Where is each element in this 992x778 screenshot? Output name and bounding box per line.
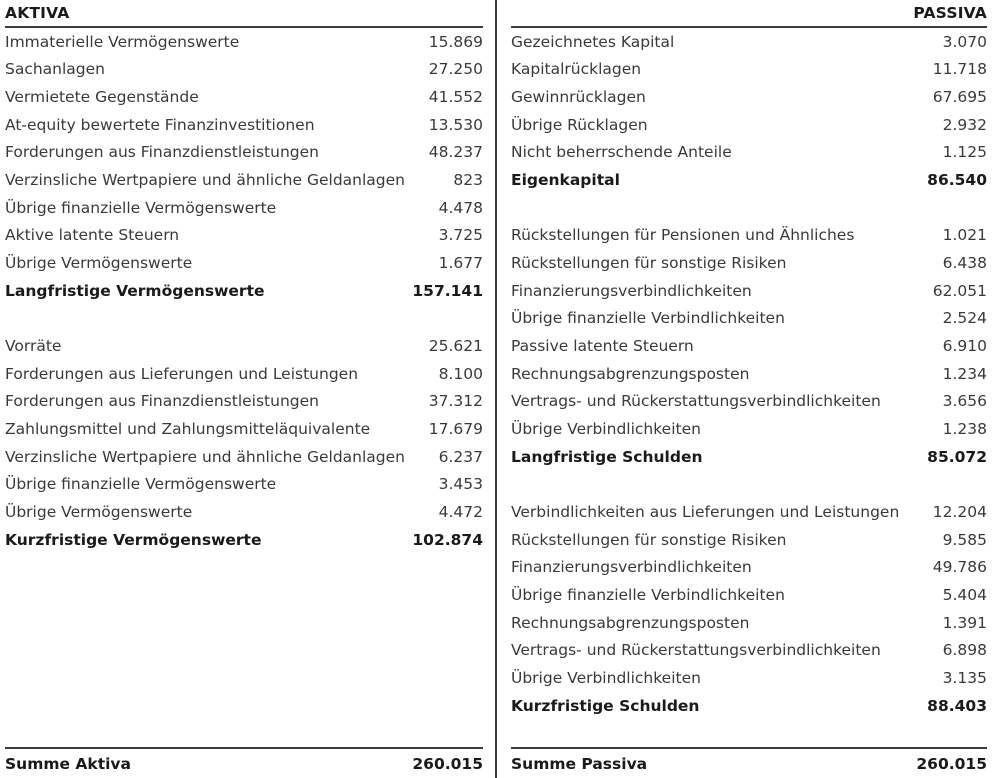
table-row xyxy=(5,166,483,194)
row-value: 17.679 xyxy=(428,420,483,439)
row-value: 1.391 xyxy=(942,613,987,632)
row-label: Rückstellungen für sonstige Risiken xyxy=(511,530,787,549)
row-label: Übrige Rücklagen xyxy=(511,115,648,134)
table-row xyxy=(511,56,987,84)
row-value: 62.051 xyxy=(932,281,987,300)
row-value: 9.585 xyxy=(942,530,987,549)
table-row xyxy=(511,526,987,554)
table-row xyxy=(511,166,987,194)
row-value: 3.070 xyxy=(942,32,987,51)
row-value: 13.530 xyxy=(428,115,483,134)
row-value: 3.725 xyxy=(438,226,483,245)
row-value: 6.438 xyxy=(942,254,987,273)
row-label: Immaterielle Vermögenswerte xyxy=(5,32,240,51)
table-row xyxy=(5,28,483,56)
aktiva-total-value: 260.015 xyxy=(412,754,483,773)
row-label: Gezeichnetes Kapital xyxy=(511,32,675,51)
table-row xyxy=(511,636,987,664)
row-label: Rechnungsabgrenzungsposten xyxy=(511,364,750,383)
spacer-row xyxy=(511,194,987,222)
row-value: 2.524 xyxy=(942,309,987,328)
row-value: 25.621 xyxy=(428,337,483,356)
row-label: Rechnungsabgrenzungsposten xyxy=(511,613,750,632)
aktiva-rows xyxy=(5,28,483,747)
row-value: 48.237 xyxy=(428,143,483,162)
table-row xyxy=(511,553,987,581)
row-value: 2.932 xyxy=(942,115,987,134)
row-value: 1.238 xyxy=(942,420,987,439)
row-label: Zahlungsmittel und Zahlungsmitteläquivalente xyxy=(5,420,371,439)
table-row xyxy=(511,498,987,526)
row-label: Aktive latente Steuern xyxy=(5,226,180,245)
row-value: 1.234 xyxy=(942,364,987,383)
table-row xyxy=(511,360,987,388)
table-row xyxy=(5,249,483,277)
row-label: Langfristige Schulden xyxy=(511,447,703,466)
row-value: 37.312 xyxy=(428,392,483,411)
row-label: Rückstellungen für sonstige Risiken xyxy=(511,254,787,273)
row-value: 11.718 xyxy=(932,60,987,79)
row-label: Forderungen aus Finanzdienstleistungen xyxy=(5,392,319,411)
row-label: Übrige finanzielle Verbindlichkeiten xyxy=(511,309,785,328)
row-label: Verzinsliche Wertpapiere und ähnliche Geldanlagen xyxy=(5,171,405,190)
row-value: 1.677 xyxy=(438,254,483,273)
row-value: 6.237 xyxy=(438,447,483,466)
aktiva-total-label: Summe Aktiva xyxy=(5,754,131,773)
row-label: Forderungen aus Finanzdienstleistungen xyxy=(5,143,319,162)
row-label: Rückstellungen für Pensionen und Ähnliches xyxy=(511,226,855,245)
row-value: 6.910 xyxy=(942,337,987,356)
row-label: Kurzfristige Schulden xyxy=(511,696,700,715)
row-label: Verzinsliche Wertpapiere und ähnliche Geldanlagen xyxy=(5,447,405,466)
spacer-row xyxy=(5,305,483,333)
row-label: At-equity bewertete Finanzinvestitionen xyxy=(5,115,315,134)
row-value: 823 xyxy=(453,171,483,190)
row-label: Übrige Verbindlichkeiten xyxy=(511,668,701,687)
table-row xyxy=(5,111,483,139)
passiva-column xyxy=(497,0,992,778)
row-value: 88.403 xyxy=(927,696,987,715)
row-value: 3.453 xyxy=(438,475,483,494)
row-label: Forderungen aus Lieferungen und Leistungen xyxy=(5,364,359,383)
row-label: Finanzierungsverbindlichkeiten xyxy=(511,558,752,577)
row-label: Kurzfristige Vermögenswerte xyxy=(5,530,262,549)
table-row xyxy=(5,194,483,222)
aktiva-header: AKTIVA xyxy=(5,0,483,28)
row-label: Übrige finanzielle Vermögenswerte xyxy=(5,475,277,494)
row-value: 85.072 xyxy=(927,447,987,466)
row-value: 15.869 xyxy=(428,32,483,51)
row-label: Eigenkapital xyxy=(511,171,620,190)
aktiva-total-row xyxy=(5,747,483,778)
row-label: Nicht beherrschende Anteile xyxy=(511,143,732,162)
table-row xyxy=(511,28,987,56)
table-row xyxy=(5,332,483,360)
row-value: 1.125 xyxy=(942,143,987,162)
table-row xyxy=(5,526,483,554)
table-row xyxy=(5,83,483,111)
table-row xyxy=(5,360,483,388)
table-row xyxy=(5,471,483,499)
row-value: 86.540 xyxy=(927,171,987,190)
row-label: Vertrags- und Rückerstattungsverbindlichkeiten xyxy=(511,641,881,660)
row-value: 3.656 xyxy=(942,392,987,411)
row-label: Passive latente Steuern xyxy=(511,337,694,356)
row-label: Übrige finanzielle Vermögenswerte xyxy=(5,198,277,217)
table-row xyxy=(5,56,483,84)
row-label: Übrige Vermögenswerte xyxy=(5,502,193,521)
table-row xyxy=(511,83,987,111)
row-value: 157.141 xyxy=(412,281,483,300)
table-row xyxy=(511,305,987,333)
table-row xyxy=(511,277,987,305)
passiva-total-value: 260.015 xyxy=(916,754,987,773)
table-row xyxy=(5,388,483,416)
passiva-total-label: Summe Passiva xyxy=(511,754,648,773)
table-row xyxy=(511,664,987,692)
table-row xyxy=(5,498,483,526)
row-label: Langfristige Vermögenswerte xyxy=(5,281,265,300)
table-row xyxy=(5,415,483,443)
table-row xyxy=(511,139,987,167)
table-row xyxy=(511,692,987,720)
row-value: 41.552 xyxy=(428,88,483,107)
row-value: 6.898 xyxy=(942,641,987,660)
row-value: 4.472 xyxy=(438,502,483,521)
row-label: Sachanlagen xyxy=(5,60,106,79)
row-value: 4.478 xyxy=(438,198,483,217)
row-value: 27.250 xyxy=(428,60,483,79)
table-row xyxy=(511,222,987,250)
row-label: Finanzierungsverbindlichkeiten xyxy=(511,281,752,300)
table-row xyxy=(5,443,483,471)
spacer-row xyxy=(511,471,987,499)
table-row xyxy=(511,111,987,139)
row-label: Gewinnrücklagen xyxy=(511,88,646,107)
row-label: Kapitalrücklagen xyxy=(511,60,642,79)
row-value: 49.786 xyxy=(932,558,987,577)
row-value: 5.404 xyxy=(942,585,987,604)
row-value: 8.100 xyxy=(438,364,483,383)
row-label: Übrige Verbindlichkeiten xyxy=(511,420,701,439)
row-label: Übrige Vermögenswerte xyxy=(5,254,193,273)
passiva-header: PASSIVA xyxy=(511,0,987,28)
table-row xyxy=(5,222,483,250)
row-value: 1.021 xyxy=(942,226,987,245)
row-label: Vermietete Gegenstände xyxy=(5,88,199,107)
table-row xyxy=(511,609,987,637)
row-value: 102.874 xyxy=(412,530,483,549)
passiva-rows xyxy=(511,28,987,747)
row-value: 12.204 xyxy=(932,502,987,521)
table-row xyxy=(511,249,987,277)
table-row xyxy=(511,388,987,416)
table-row xyxy=(511,581,987,609)
table-row xyxy=(511,443,987,471)
row-value: 67.695 xyxy=(932,88,987,107)
row-label: Vertrags- und Rückerstattungsverbindlichkeiten xyxy=(511,392,881,411)
row-label: Vorräte xyxy=(5,337,62,356)
row-value: 3.135 xyxy=(942,668,987,687)
table-row xyxy=(511,332,987,360)
table-row xyxy=(5,277,483,305)
passiva-total-row xyxy=(511,747,987,778)
table-row xyxy=(511,415,987,443)
row-label: Übrige finanzielle Verbindlichkeiten xyxy=(511,585,785,604)
row-label: Verbindlichkeiten aus Lieferungen und Leistungen xyxy=(511,502,900,521)
table-row xyxy=(5,139,483,167)
